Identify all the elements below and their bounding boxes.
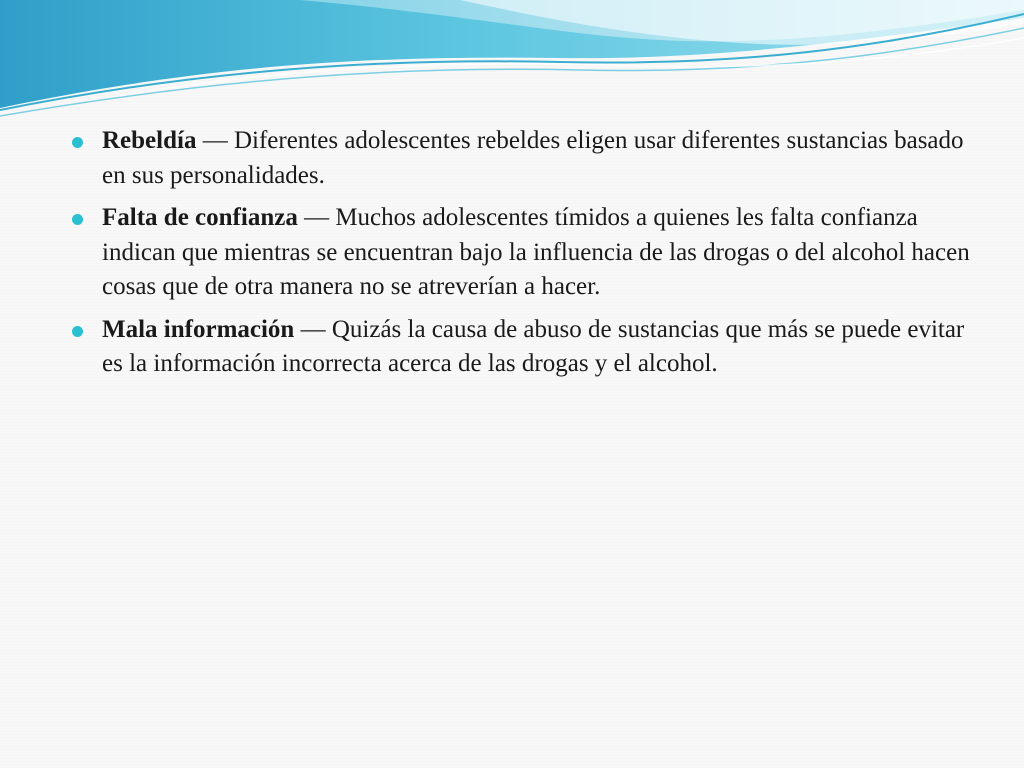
filled-circle-bullet-icon xyxy=(72,137,83,148)
bullet-term: Mala información xyxy=(102,315,295,343)
bullet-term: Falta de confianza xyxy=(102,204,298,231)
bullet-text: — Diferentes adolescentes rebeldes eligen usar diferentes sustancias basado en sus personalidades. xyxy=(102,127,964,189)
bullet-list xyxy=(72,124,972,390)
bullet-text: — Quizás la causa de abuso de sustancias que más se puede evitar es la información incorrecta acerca de las drogas y el alcohol. xyxy=(102,315,965,377)
list-item-falta-de-confianza xyxy=(72,201,972,305)
bullet-text: — Muchos adolescentes tímidos a quienes les falta confianza indican que mientras se encuentran bajo la influencia de las drogas o del alcohol hacen cosas que de otra manera no se atreverían a hacer. xyxy=(102,204,970,300)
header-wave-decoration xyxy=(0,0,1024,120)
list-item-mala-informacion xyxy=(72,313,972,382)
list-item-rebeldia xyxy=(72,124,972,193)
filled-circle-bullet-icon xyxy=(72,326,83,337)
filled-circle-bullet-icon xyxy=(72,214,83,225)
bullet-term: Rebeldía xyxy=(102,127,197,154)
